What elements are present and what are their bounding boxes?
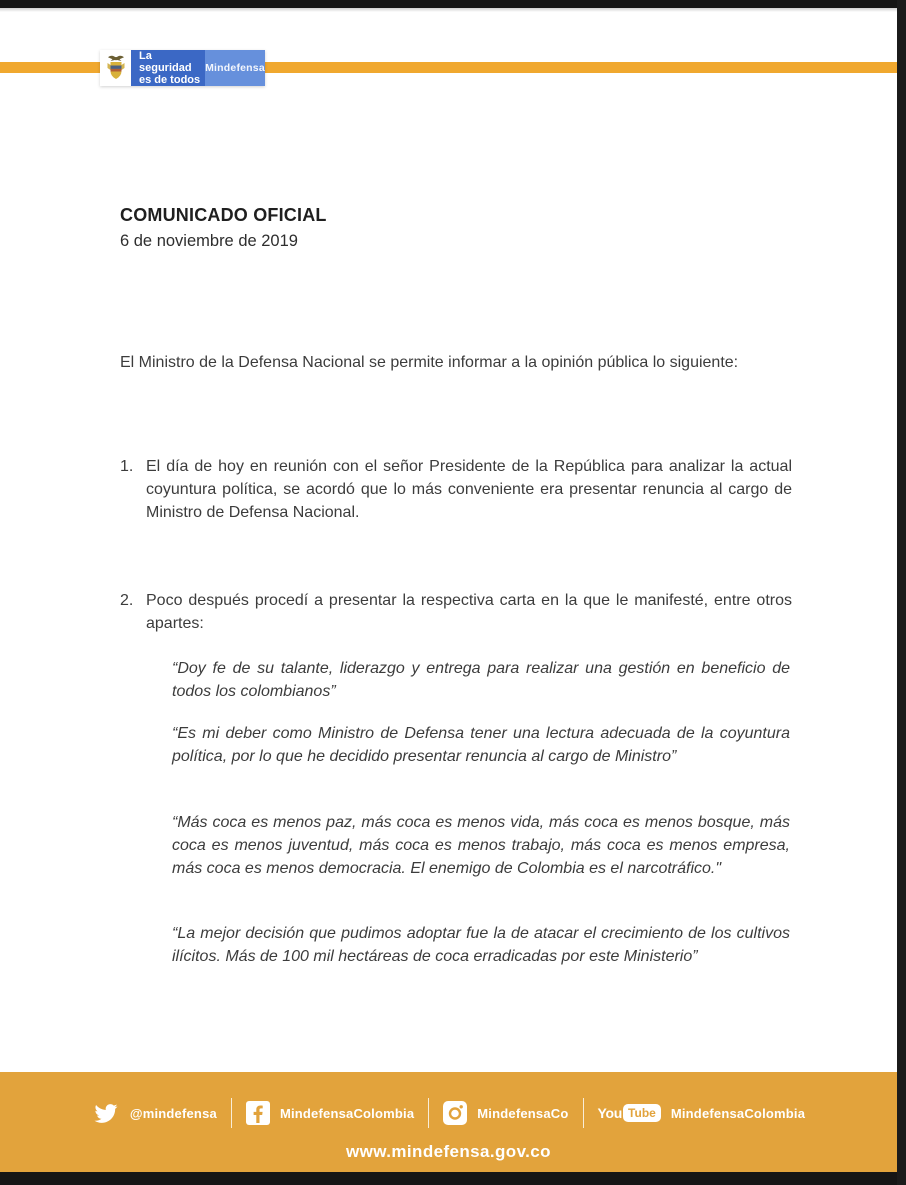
numbered-item-1 bbox=[120, 455, 792, 524]
right-frame-edge bbox=[897, 0, 906, 1185]
youtube-logo-tube: Tube bbox=[623, 1104, 661, 1122]
footer-website: www.mindefensa.gov.co bbox=[346, 1142, 551, 1161]
facebook-icon bbox=[246, 1101, 270, 1125]
social-item-instagram bbox=[443, 1101, 568, 1125]
footer-divider bbox=[428, 1098, 429, 1128]
logo-brand: Mindefensa bbox=[205, 50, 265, 86]
social-row bbox=[0, 1098, 897, 1128]
quote-paragraph: “Más coca es menos paz, más coca es menos vida, más coca es menos bosque, más coca es menos juventud, más coca es menos trabajo, más coca es menos empresa, más coca es menos democracia. El enemigo de Colombia es el narcotráfico." bbox=[172, 814, 790, 877]
instagram-icon bbox=[443, 1101, 467, 1125]
quote-paragraph: “Es mi deber como Ministro de Defensa tener una lectura adecuada de la coyuntura política, por lo que he decidido presentar renuncia al cargo de Ministro” bbox=[172, 725, 790, 765]
youtube-logo-you: You bbox=[597, 1105, 623, 1121]
quote-paragraph: “Doy fe de su talante, liderazgo y entrega para realizar una gestión en beneficio de todos los colombianos” bbox=[172, 660, 790, 700]
footer-divider bbox=[583, 1098, 584, 1128]
footer-banner bbox=[0, 1072, 897, 1172]
instagram-handle: MindefensaCo bbox=[477, 1105, 569, 1121]
logo-tagline-line2: es de todos bbox=[139, 74, 201, 86]
facebook-handle: MindefensaColombia bbox=[279, 1105, 415, 1121]
twitter-icon bbox=[92, 1102, 120, 1125]
top-frame-bar bbox=[0, 0, 906, 8]
item-text: El día de hoy en reunión con el señor Presidente de la República para analizar la actual coyuntura política, se acordó que lo más conveniente era presentar renuncia al cargo de Ministro de Defensa Nacional. bbox=[146, 458, 792, 521]
mindefensa-logo bbox=[100, 50, 265, 86]
social-item-twitter bbox=[92, 1102, 217, 1125]
intro-paragraph: El Ministro de la Defensa Nacional se permite informar a la opinión pública lo siguiente: bbox=[120, 354, 739, 371]
colombia-coat-of-arms-icon bbox=[100, 50, 131, 86]
document-title: COMUNICADO OFICIAL bbox=[120, 205, 327, 225]
document-date: 6 de noviembre de 2019 bbox=[120, 232, 298, 250]
bottom-frame-bar bbox=[0, 1172, 906, 1185]
logo-tagline-line1: La seguridad bbox=[139, 50, 192, 74]
footer-divider bbox=[231, 1098, 232, 1128]
numbered-item-2 bbox=[120, 589, 792, 635]
logo-tagline bbox=[131, 50, 205, 86]
youtube-handle: MindefensaColombia bbox=[670, 1105, 806, 1121]
quote-paragraph: “La mejor decisión que pudimos adoptar fue la de atacar el crecimiento de los cultivos ilícitos. Más de 100 mil hectáreas de coca erradicadas por este Ministerio” bbox=[172, 925, 790, 965]
twitter-handle: @mindefensa bbox=[129, 1105, 217, 1121]
item-number: 2. bbox=[120, 592, 134, 609]
social-item-youtube bbox=[598, 1104, 806, 1122]
social-item-facebook bbox=[246, 1101, 414, 1125]
youtube-icon bbox=[598, 1104, 661, 1122]
item-number: 1. bbox=[120, 458, 134, 475]
item-text: Poco después procedí a presentar la respectiva carta en la que le manifesté, entre otros apartes: bbox=[146, 592, 792, 632]
